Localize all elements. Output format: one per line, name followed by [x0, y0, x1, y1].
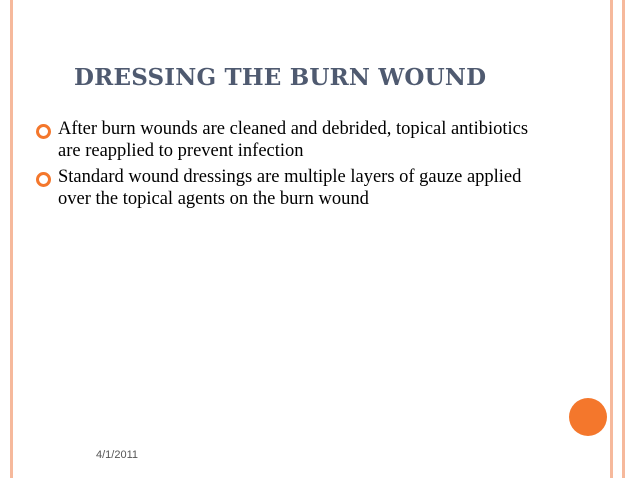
bullet-list — [34, 118, 554, 214]
left-border-decoration — [0, 0, 13, 478]
bullet-text: Standard wound dressings are multiple layers of gauze applied over the topical agents on the burn wound — [58, 167, 522, 209]
ring-bullet-icon — [36, 124, 51, 139]
right-border-decoration-inner — [622, 0, 625, 478]
orange-circle-decoration — [569, 398, 607, 436]
right-border-decoration-outer — [610, 0, 613, 478]
ring-bullet-icon — [36, 172, 51, 187]
footer-date: 4/1/2011 — [96, 449, 139, 461]
slide-title: DRESSING THE BURN WOUND — [74, 64, 487, 91]
bullet-item — [34, 166, 554, 210]
bullet-item — [34, 118, 554, 162]
bullet-text: After burn wounds are cleaned and debrided, topical antibiotics are reapplied to prevent infection — [58, 119, 529, 161]
